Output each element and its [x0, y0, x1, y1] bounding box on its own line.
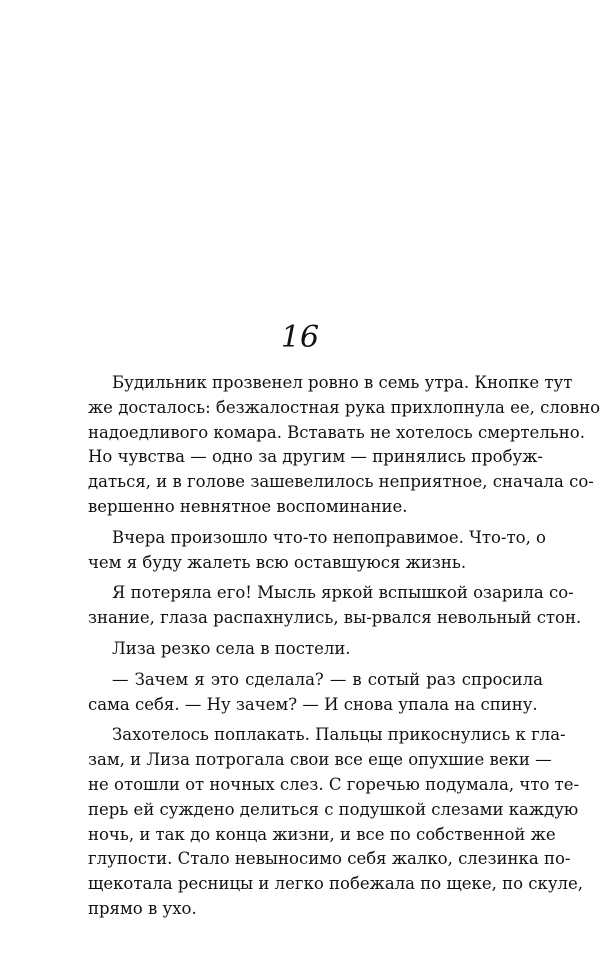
chapter-text — [88, 371, 600, 922]
text-line: глупости. Стало невыносимо себя жалко, слезинка по- — [88, 849, 571, 869]
text-line: Лиза резко села в постели. — [112, 638, 351, 658]
text-line: Будильник прозвенел ровно в семь утра. Кнопке тут — [112, 373, 573, 392]
text-line: Захотелось поплакать. Пальцы прикоснулись к гла- — [112, 725, 566, 745]
text-line: надоедливого комара. Вставать не хотелось смертельно. — [88, 422, 585, 442]
text-line: — Зачем я это сделала? — в сотый раз спросила — [112, 669, 543, 689]
paragraph — [88, 723, 584, 921]
chapter-number: 16 — [280, 320, 320, 355]
text-line: прямо в ухо. — [88, 898, 197, 918]
paragraph — [88, 637, 543, 662]
text-line: чем я буду жалеть всю оставшуюся жизнь. — [88, 552, 467, 572]
text-line: не отошли от ночных слез. С горечью подумала, что те- — [88, 774, 580, 794]
text-line: знание, глаза распахнулись, вы-рвался невольный стон. — [88, 608, 582, 628]
paragraph — [88, 668, 543, 718]
paragraph — [88, 371, 600, 520]
text-line: Вчера произошло что-то непоправимое. Что-то, о — [112, 527, 546, 547]
text-line: сама себя. — Ну зачем? — И снова упала на спину. — [88, 694, 538, 714]
text-line: Я потеряла его! Мысль яркой вспышкой озарила со- — [112, 583, 574, 603]
text-line: вершенно невнятное воспоминание. — [88, 496, 408, 516]
paragraph — [88, 581, 582, 631]
text-line: перь ей суждено делиться с подушкой слезами каждую — [88, 799, 579, 819]
text-line: же досталось: безжалостная рука прихлопнула ее, словно — [88, 397, 600, 417]
text-line: зам, и Лиза потрогала свои все еще опухшие веки — — [88, 750, 552, 770]
paragraph — [88, 526, 546, 576]
text-line: даться, и в голове зашевелилось неприятное, сначала со- — [88, 472, 594, 492]
text-line: щекотала ресницы и легко побежала по щеке, по скуле, — [88, 874, 584, 894]
text-line: ночь, и так до конца жизни, и все по собственной же — [88, 824, 556, 844]
text-line: Но чувства — одно за другим — принялись пробуж- — [88, 447, 544, 467]
